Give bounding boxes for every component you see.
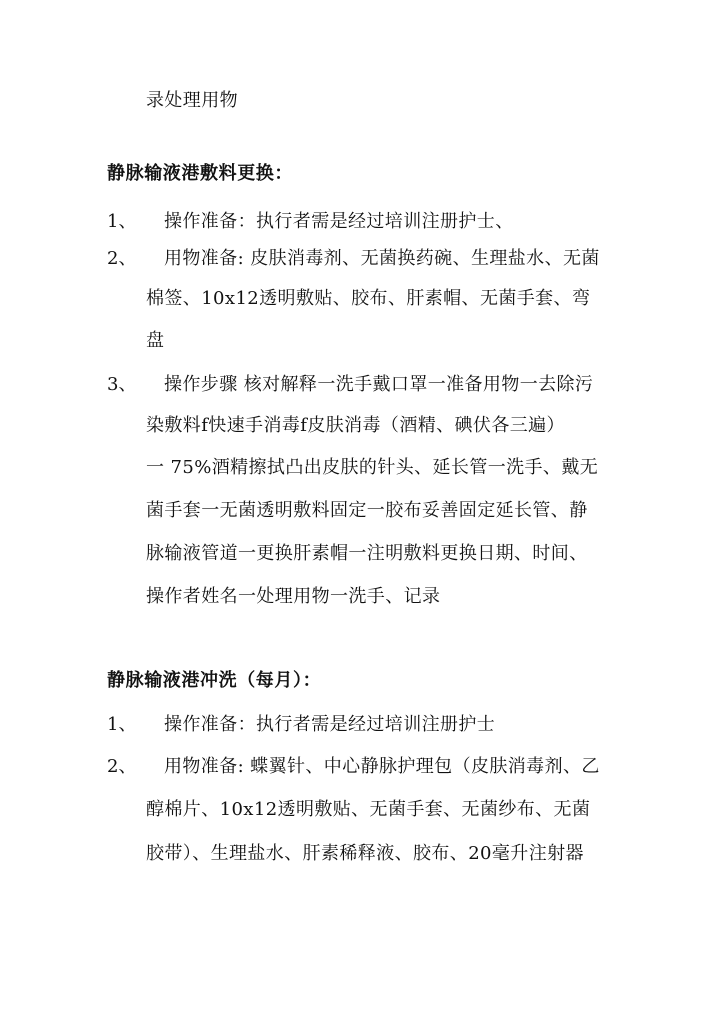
section-2-item-1-line-1: 操作准备：执行者需是经过培训注册护士	[164, 714, 496, 735]
section-2-item-2-number: 2、	[107, 756, 137, 777]
section-1-item-2-line-2: 棉签、10x12透明敷贴、胶布、肝素帽、无菌手套、弯	[146, 288, 591, 309]
section-1-item-3-line-5: 脉输液管道一更换肝素帽一注明敷料更换日期、时间、	[146, 543, 588, 564]
section-2-title: 静脉输液港冲洗（每月）：	[107, 670, 322, 691]
section-1-item-3-line-4: 菌手套一无菌透明敷料固定一胶布妥善固定延长管、静	[146, 500, 588, 521]
section-2-item-2-line-1: 用物准备: 蝶翼针、中心静脉护理包（皮肤消毒剂、乙	[164, 756, 600, 777]
section-1-item-3-line-1: 操作步骤 核对解释一洗手戴口罩一准备用物一去除污	[164, 374, 594, 395]
section-1-item-3-line-6: 操作者姓名一处理用物一洗手、记录	[146, 586, 441, 607]
section-2-item-1-number: 1、	[107, 714, 137, 735]
section-1-item-3-line-3: 一 75%酒精擦拭凸出皮肤的针头、延长管一洗手、戴无	[146, 457, 599, 478]
section-1-title: 静脉输液港敷料更换：	[107, 163, 293, 184]
section-1-item-1-number: 1、	[107, 211, 137, 232]
section-2-item-2-line-2: 醇棉片、10x12透明敷贴、无菌手套、无菌纱布、无菌	[146, 799, 591, 820]
lead-in-text: 录处理用物	[146, 90, 238, 111]
section-2-item-2-line-3: 胶带）、生理盐水、肝素稀释液、胶布、20毫升注射器	[146, 843, 584, 864]
section-1-item-3-number: 3、	[107, 374, 137, 395]
section-1-item-3-line-2: 染敷料f快速手消毒f皮肤消毒（酒精、碘伏各三遍）	[146, 415, 565, 436]
section-1-item-2-line-3: 盘	[146, 330, 165, 351]
section-1-item-1-line-1: 操作准备：执行者需是经过培训注册护士、	[164, 211, 514, 232]
section-1-item-2-line-1: 用物准备: 皮肤消毒剂、无菌换药碗、生理盐水、无菌	[164, 248, 600, 269]
section-1-item-2-number: 2、	[107, 248, 137, 269]
